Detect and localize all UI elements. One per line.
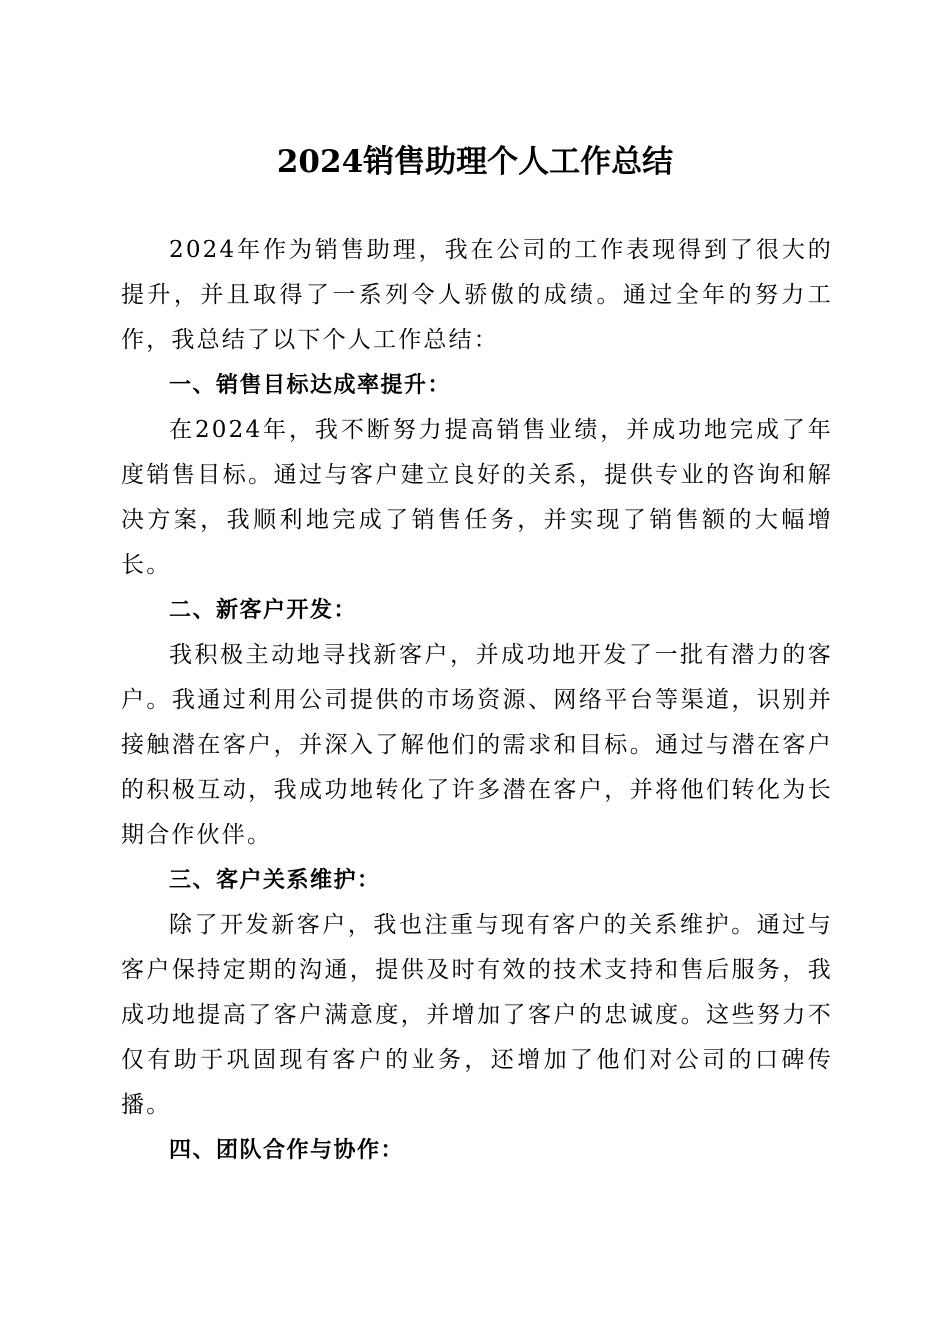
section-body-sales-target: 在2024年，我不断努力提高销售业绩，并成功地完成了年度销售目标。通过与客户建立良好的关系，提供专业的咨询和解决方案，我顺利地完成了销售任务，并实现了销售额的大幅增长。 (121, 417, 833, 578)
section-heading-client-relations: 三、客户关系维护： (169, 868, 381, 893)
section-body-client-relations: 除了开发新客户，我也注重与现有客户的关系维护。通过与客户保持定期的沟通，提供及时有效的技术支持和售后服务，我成功地提高了客户满意度，并增加了客户的忠诚度。这些努力不仅有助于巩固现有客户的业务，还增加了他们对公司的口碑传播。 (121, 912, 833, 1118)
section-heading-sales-target: 一、销售目标达成率提升： (169, 373, 452, 398)
section-heading-new-clients: 二、新客户开发： (169, 598, 358, 623)
document-body (121, 228, 833, 1173)
intro-paragraph: 2024年作为销售助理，我在公司的工作表现得到了很大的提升，并且取得了一系列令人骄傲的成绩。通过全年的努力工作，我总结了以下个人工作总结： (121, 237, 833, 353)
section-body-new-clients: 我积极主动地寻找新客户，并成功地开发了一批有潜力的客户。我通过利用公司提供的市场资源、网络平台等渠道，识别并接触潜在客户，并深入了解他们的需求和目标。通过与潜在客户的积极互动，我成功地转化了许多潜在客户，并将他们转化为长期合作伙伴。 (121, 642, 833, 848)
document-title: 2024销售助理个人工作总结 (276, 144, 674, 180)
section-heading-teamwork: 四、团队合作与协作： (169, 1138, 405, 1163)
